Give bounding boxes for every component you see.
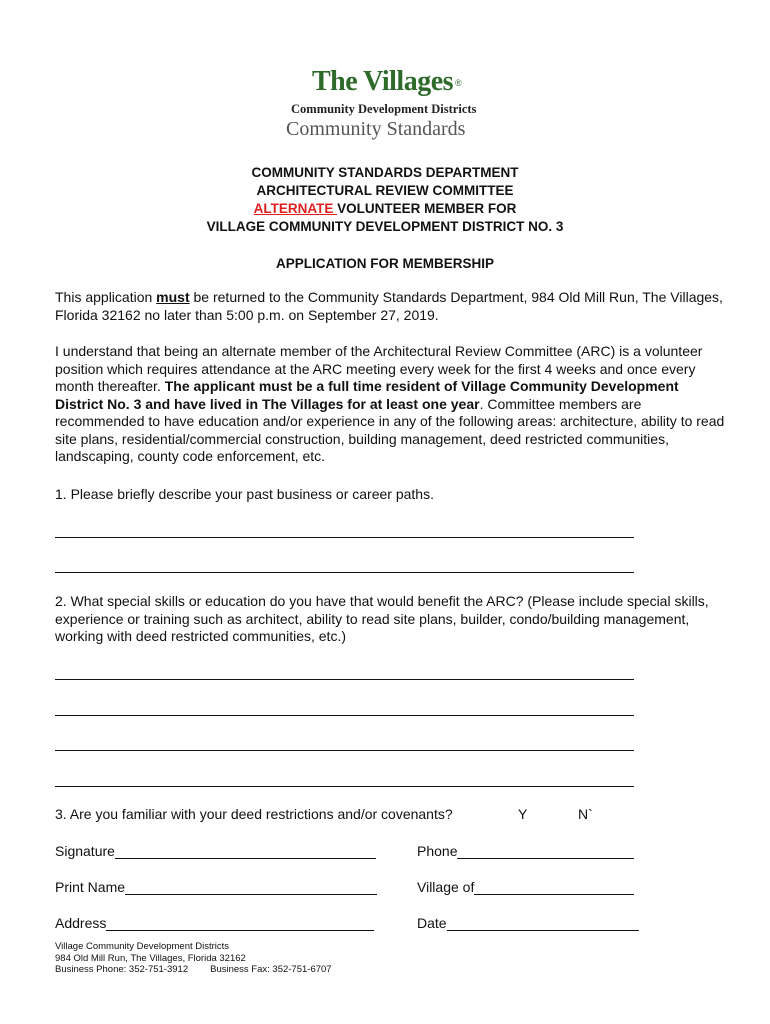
village-line[interactable] bbox=[474, 880, 634, 895]
answer-line-q1-2[interactable] bbox=[55, 572, 634, 573]
heading-member-rest: VOLUNTEER MEMBER FOR bbox=[337, 201, 517, 216]
answer-line-q2-1[interactable] bbox=[55, 679, 634, 680]
signature-field[interactable] bbox=[55, 843, 376, 859]
signature-line[interactable] bbox=[115, 844, 376, 859]
residency-requirement: The applicant must be a full time resident of Village Community Development District No. 3 and have lived in The Villages for at least one year bbox=[55, 378, 679, 412]
intro-deadline-paragraph: This application must be returned to the Community Standards Department, 984 Old Mill Run, The Villages, Florida 32162 no later than 5:00 p.m. on September 27, 2019. bbox=[55, 289, 723, 323]
question-1: 1. Please briefly describe your past business or career paths. bbox=[55, 486, 434, 502]
logo-registered-mark: ® bbox=[455, 78, 462, 88]
heading-committee: ARCHITECTURAL REVIEW COMMITTEE bbox=[256, 183, 514, 198]
address-field[interactable] bbox=[55, 915, 374, 931]
print-name-line[interactable] bbox=[125, 880, 377, 895]
page-title: APPLICATION FOR MEMBERSHIP bbox=[275, 256, 494, 271]
village-label: Village of bbox=[417, 879, 475, 895]
phone-label: Phone bbox=[417, 843, 458, 859]
logo-department: Community Standards bbox=[286, 118, 466, 140]
print-name-label: Print Name bbox=[55, 879, 126, 895]
logo-subtitle: Community Development Districts bbox=[291, 102, 477, 116]
alternate-label: ALTERNATE bbox=[253, 201, 338, 216]
address-line[interactable] bbox=[106, 916, 374, 931]
signature-label: Signature bbox=[55, 843, 115, 859]
heading-member-type bbox=[0, 201, 770, 216]
phone-line[interactable] bbox=[457, 844, 634, 859]
answer-line-q1-1[interactable] bbox=[55, 537, 634, 538]
question-2: 2. What special skills or education do you have that would benefit the ARC? (Please include special skills, experience or training such as architect, ability to read site plans, builder, condo/building management, working with deed restricted communities, etc.) bbox=[55, 593, 709, 644]
village-field[interactable] bbox=[417, 879, 634, 895]
footer-phones bbox=[55, 964, 332, 976]
date-label: Date bbox=[417, 915, 447, 931]
date-line[interactable] bbox=[447, 916, 639, 931]
villages-logo bbox=[280, 66, 500, 146]
print-name-field[interactable] bbox=[55, 879, 377, 895]
footer-fax: Business Fax: 352-751-6707 bbox=[210, 964, 332, 975]
date-field[interactable] bbox=[417, 915, 639, 931]
phone-field[interactable] bbox=[417, 843, 634, 859]
answer-line-q2-4[interactable] bbox=[55, 786, 634, 787]
intro-requirements-paragraph: I understand that being an alternate member of the Architectural Review Committee (ARC) is a volunteer position which requires attendance at the ARC meeting every week for the first 4 weeks and once every month thereafter. The applicant must be a full time resident of Village Community Development District No. 3 and have lived in The Villages for at least one year. Committee members are recommended to have education and/or experience in any of the following areas: architecture, ability to read site plans, residential/commercial construction, building management, deed restricted communities, landscaping, county code enforcement, etc. bbox=[55, 343, 725, 464]
footer-contact bbox=[55, 941, 332, 976]
answer-line-q2-2[interactable] bbox=[55, 715, 634, 716]
answer-line-q2-3[interactable] bbox=[55, 750, 634, 751]
footer-org: Village Community Development Districts bbox=[55, 941, 230, 952]
yes-option[interactable]: Y bbox=[518, 806, 528, 822]
no-option[interactable]: N` bbox=[578, 806, 593, 822]
footer-address: 984 Old Mill Run, The Villages, Florida 32162 bbox=[55, 952, 246, 964]
heading-department: COMMUNITY STANDARDS DEPARTMENT bbox=[251, 165, 519, 180]
must-emphasis: must bbox=[156, 289, 190, 305]
address-label: Address bbox=[55, 915, 107, 931]
logo-wordmark: The Villages bbox=[312, 66, 454, 97]
footer-phone: Business Phone: 352-751-3912 bbox=[55, 964, 189, 975]
question-3: 3. Are you familiar with your deed restrictions and/or covenants? bbox=[55, 806, 453, 822]
heading-district: VILLAGE COMMUNITY DEVELOPMENT DISTRICT NO. 3 bbox=[206, 219, 564, 234]
